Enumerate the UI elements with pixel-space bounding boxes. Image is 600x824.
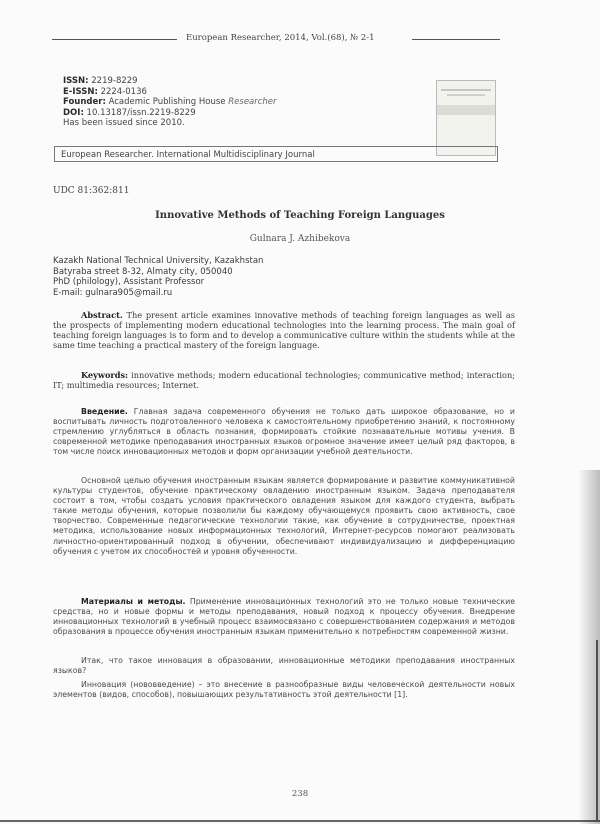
journal-cover-image [436,80,496,156]
article-title: Innovative Methods of Teaching Foreign Languages [155,210,445,221]
cover-subtitle-line [447,94,485,96]
body-paragraph-2: Основной целью обучения иностранным языкам является формирование и развитие коммуникативной культуры студентов, обучение практическому овладению иностранным языком. Задача преподавателя состоит в том, чтобы создать условия практического овладения языком для каждого студента, выбрать такие методы обучения, которые позволили бы каждому обучающемуся проявить свою активность, свое творчество. Современные педагогические технологии такие, как обучение в сотрудничестве, проектная методика, использование новых информационных технологий, Интернет-ресурсов помогают реализовать личностно-ориентированный подход в обучении, обеспечивают индивидуализацию и дифференциацию обучения с учетом их способностей и уровня обученности. [53,476,515,556]
running-header: European Researcher, 2014, Vol.(68), № 2-1 [186,33,375,43]
affiliation-email: E-mail: gulnara905@mail.ru [53,287,173,298]
scan-shadow [578,470,600,824]
body-paragraph-4: Итак, что такое инновация в образовании, инновационные методики преподавания иностранных языков? [53,656,515,676]
intro-text: Главная задача современного обучения не только дать широкое образование, но и воспитывать личность подготовленного человека к самостоятельному приобретению знаний, к постоянному стремлению углубляться в область познания, формировать стойкие познавательные мотивы учения. В современной методике преподавания иностранных языков огромное значение имеет целый ряд факторов, в том числе поиск инновационных методов и форм организации учебной деятельности. [53,407,515,457]
intro-paragraph [53,407,515,457]
journal-meta [63,76,393,129]
keywords-text: innovative methods; modern educational technologies; communicative method; interaction; IT; multimedia resources; Internet. [53,370,515,390]
author-name: Gulnara J. Azhibekova [249,234,351,244]
header-rule-left [52,39,177,40]
methods-text: Применение инновационных технологий это не только новые технические средства, но и новые формы и методы преподавания, новый подход к процессу обучения. Внедрение инновационных технологий в учебный процесс взаимосвязано с совершенствованием содержания и методов образования в процессе обучения иностранным языкам применительно к потребностям современной жизни. [53,597,516,637]
body-paragraph-5: Инновация (нововведение) – это внесение в разнообразные виды человеческой деятельности новых элементов (видов, способов), повышающих результативность этой деятельности [1]. [53,680,515,700]
intro-label: Введение. [81,407,128,416]
keywords [53,371,515,391]
founder-row: Founder: Academic Publishing House Researcher [63,97,277,107]
affiliation-address: Batyraba street 8-32, Almaty city, 050040 [53,266,233,277]
journal-name-box: European Researcher. International Multidisciplinary Journal [54,146,498,162]
page-number: 238 [291,789,309,799]
keywords-label: Keywords: [81,370,129,380]
methods-paragraph [53,597,515,637]
cover-band [437,105,495,115]
abstract-text: The present article examines innovative methods of teaching foreign languages as well as the prospects of implementing modern educational technologies into the learning process. The main goal of teaching foreign languages is to form and to develop a communicative culture within the students while at the same time teaching a practical mastery of the foreign language. [53,310,516,350]
affiliation-degree: PhD (philology), Assistant Professor [53,277,205,287]
cover-title-line [441,89,491,91]
methods-label: Материалы и методы. [81,597,186,606]
header-rule-right [412,39,500,40]
doi-row: DOI: 10.13187/issn.2219-8229 [63,107,196,118]
issn-row: ISSN: 2219-8229 [63,76,138,86]
author-affiliation [53,256,263,298]
eissn-row: E-ISSN: 2224-0136 [63,86,147,97]
udc-code: UDC 81:362:811 [53,186,130,196]
abstract-label: Abstract. [81,310,123,320]
issued-since: Has been issued since 2010. [63,118,185,128]
abstract [53,311,515,351]
affiliation-university: Kazakh National Technical University, Kazakhstan [53,256,264,266]
scan-edge-bottom [0,820,600,822]
